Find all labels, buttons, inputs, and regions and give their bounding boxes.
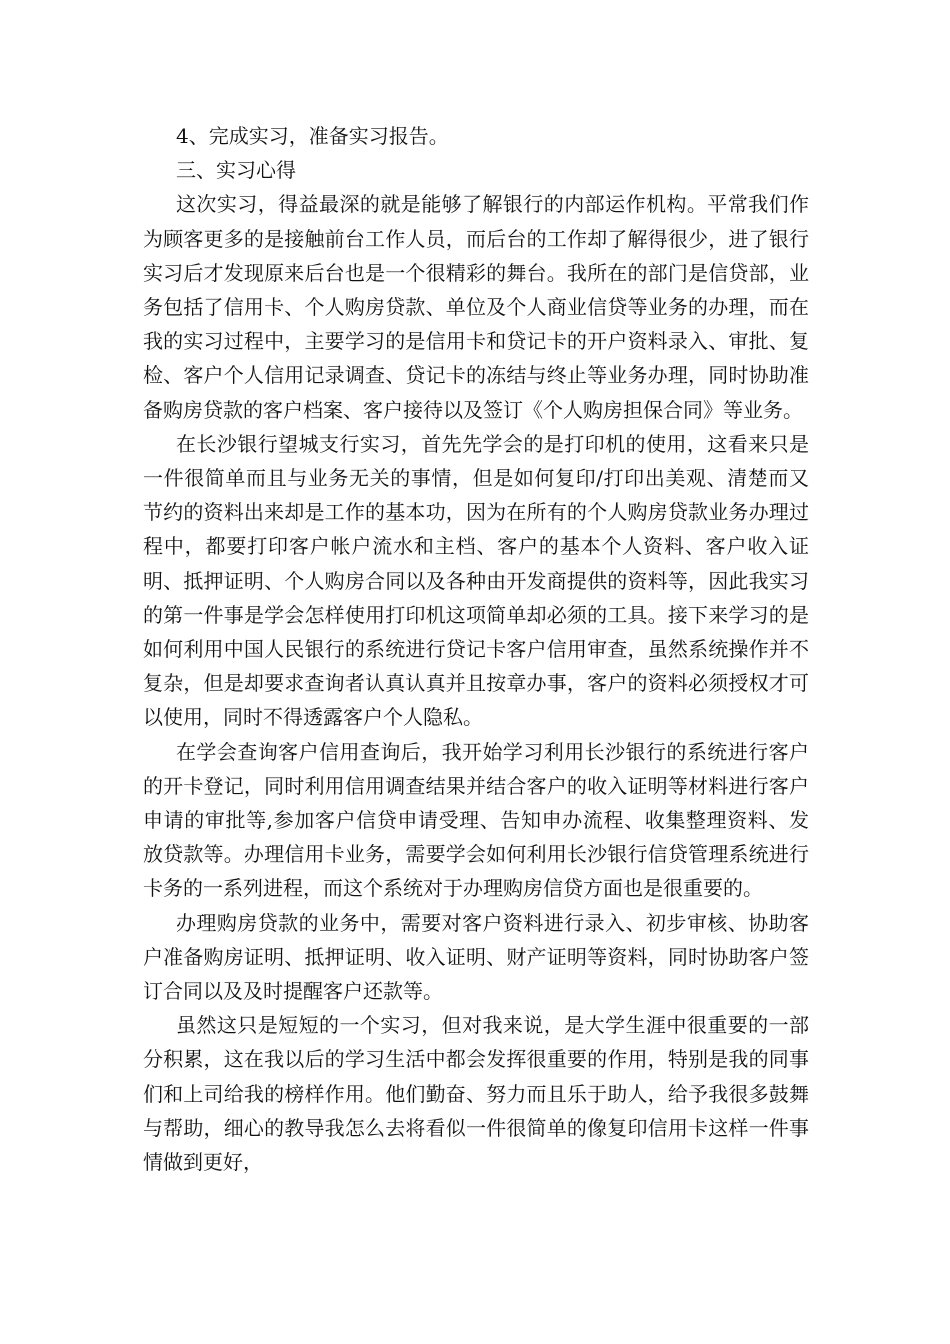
paragraph-bank-operations: 这次实习，得益最深的就是能够了解银行的内部运作机构。平常我们作为顾客更多的是接触前台工作人员，而后台的工作却了解得很少，进了银行实习后才发现原来后台也是一个很精彩的舞台。我所在的部门是信贷部，业务包括了信用卡、个人购房贷款、单位及个人商业信贷等业务的办理，而在我的实习过程中，主要学习的是信用卡和贷记卡的开户资料录入、审批、复检、客户个人信用记录调查、贷记卡的冻结与终止等业务办理，同时协助准备购房贷款的客户档案、客户接待以及签订《个人购房担保合同》等业务。 (143, 192, 809, 422)
section-heading-internship-experience: 三、实习心得 (176, 158, 296, 183)
paragraph-step-four: 4、完成实习，准备实习报告。 (176, 124, 449, 148)
paragraph-housing-loan: 办理购房贷款的业务中，需要对客户资料进行录入、初步审核、协助客户准备购房证明、抵押证明、收入证明、财产证明等资料，同时协助客户签订合同以及及时提醒客户还款等。 (143, 910, 809, 1004)
paragraph-credit-query: 在学会查询客户信用查询后，我开始学习利用长沙银行的系统进行客户的开卡登记，同时利用信用调查结果并结合客户的收入证明等材料进行客户申请的审批等,参加客户信贷申请受理、告知申办流程、收集整理资料、发放贷款等。办理信用卡业务，需要学会如何利用长沙银行信贷管理系统进行卡务的一系列进程，而这个系统对于办理购房信贷方面也是很重要的。 (143, 739, 809, 901)
document-body (143, 119, 809, 1179)
paragraph-reflection: 虽然这只是短短的一个实习，但对我来说，是大学生涯中很重要的一部分积累，这在我以后的学习生活中都会发挥很重要的作用，特别是我的同事们和上司给我的榜样作用。他们勤奋、努力而且乐于助人，给予我很多鼓舞与帮助，细心的教导我怎么去将看似一件很简单的像复印信用卡这样一件事情做到更好， (143, 1013, 809, 1175)
paragraph-printer-learning: 在长沙银行望城支行实习，首先先学会的是打印机的使用，这看来只是一件很简单而且与业务无关的事情，但是如何复印/打印出美观、清楚而又节约的资料出来却是工作的基本功，因为在所有的个人购房贷款业务办理过程中，都要打印客户帐户流水和主档、客户的基本个人资料、客户收入证明、抵押证明、个人购房合同以及各种由开发商提供的资料等，因此我实习的第一件事是学会怎样使用打印机这项简单却必须的工具。接下来学习的是如何利用中国人民银行的系统进行贷记卡客户信用审查，虽然系统操作并不复杂，但是却要求查询者认真认真并且按章办事，客户的资料必须授权才可以使用，同时不得透露客户个人隐私。 (143, 431, 809, 730)
